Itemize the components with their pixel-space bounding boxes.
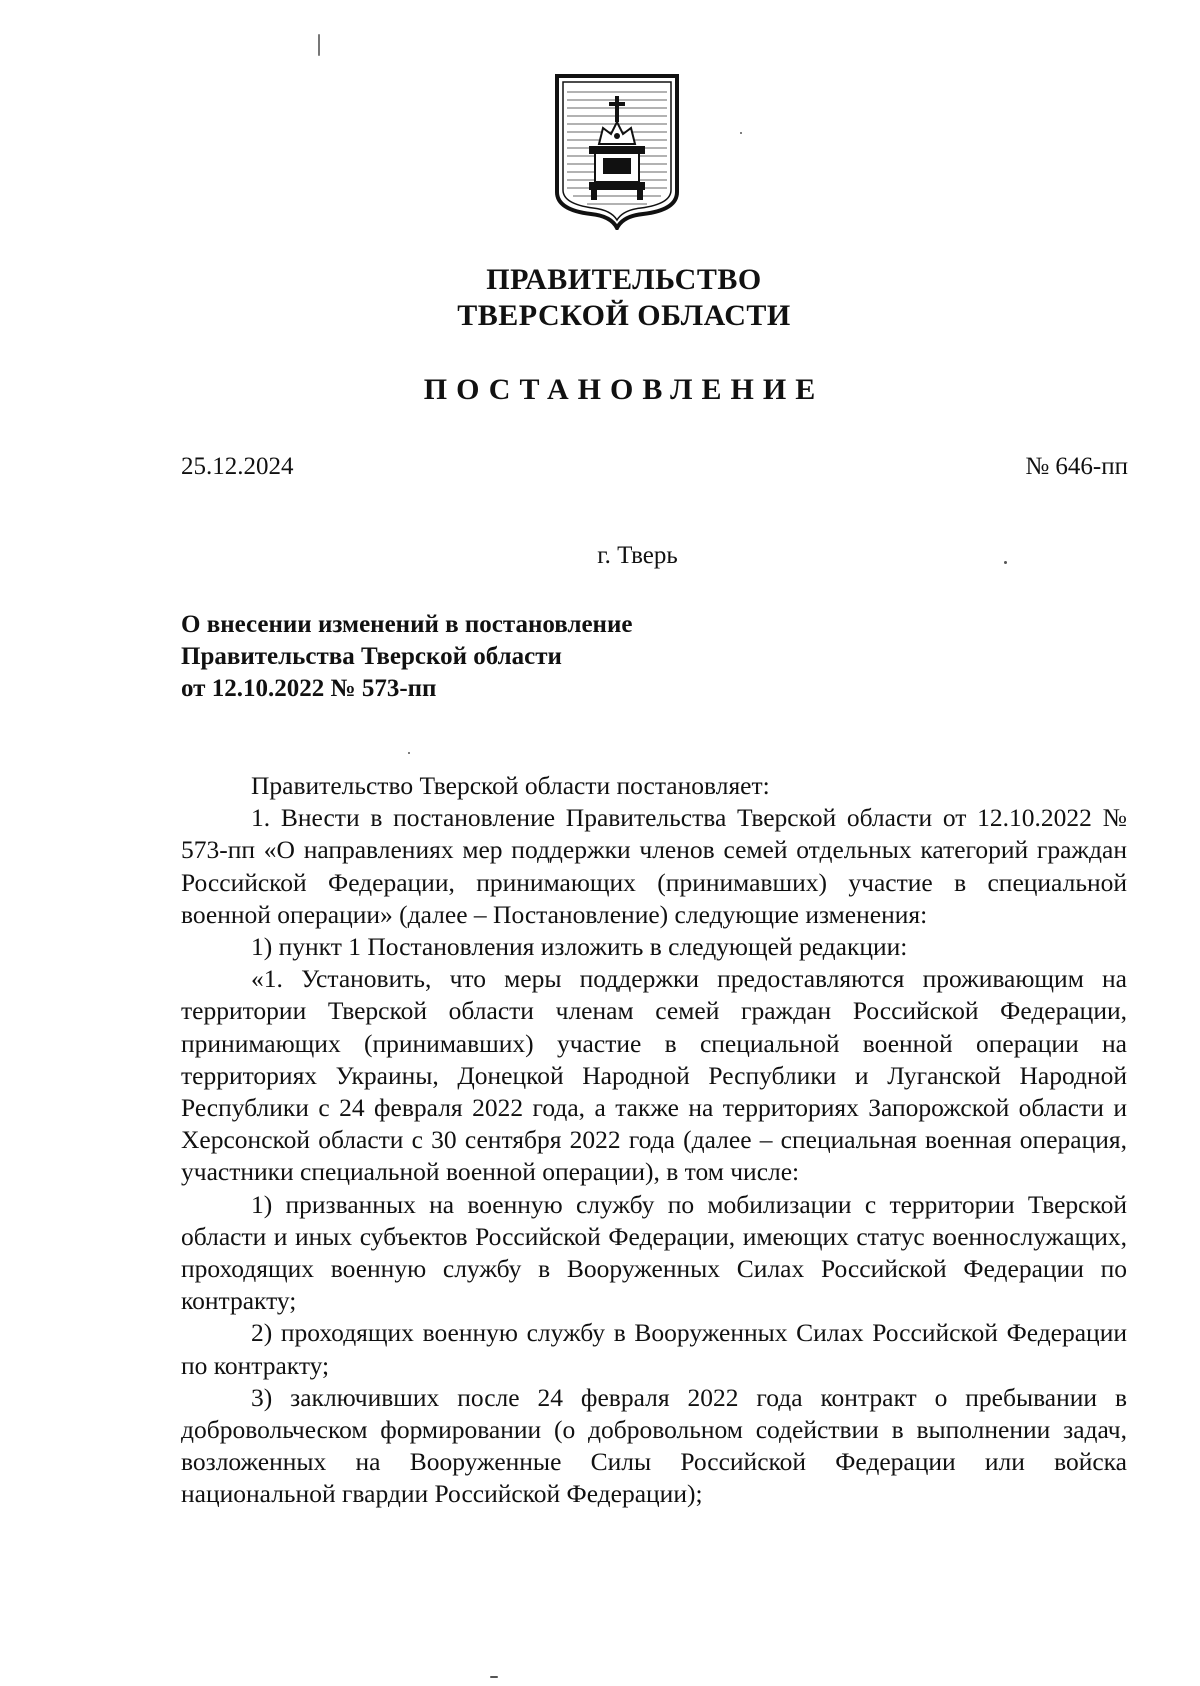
- document-subject: [181, 609, 741, 705]
- document-number: № 646-пп: [1025, 453, 1128, 480]
- document-body: [181, 770, 1127, 1511]
- government-name-line2: ТВЕРСКОЙ ОБЛАСТИ: [457, 299, 791, 332]
- subject-line1: О внесении изменений в постановление: [181, 611, 633, 638]
- document-date: 25.12.2024: [181, 453, 294, 480]
- scan-speck: [740, 132, 742, 134]
- coat-of-arms-icon: [553, 72, 681, 230]
- body-paragraph-category2: 2) проходящих военную службу в Вооруженных Силах Российской Федерации по контракту;: [181, 1318, 1127, 1380]
- document-city: г. Тверь: [597, 542, 678, 569]
- scan-speck: [490, 1676, 498, 1678]
- scan-speck: [1004, 561, 1007, 564]
- body-paragraph-category3: 3) заключивших после 24 февраля 2022 года контракт о пребывании в добровольческом формировании (о добровольном содействии в выполнении задач, возложенных на Вооруженные Силы Российской Федерации или войска национальной гвардии Российской Федерации);: [181, 1382, 1127, 1509]
- body-paragraph-item1: 1. Внести в постановление Правительства Тверской области от 12.10.2022 № 573-пп «О направлениях мер поддержки членов семей отдельных категорий граждан Российской Федерации, принимающих (принимавших) участие в специальной военной операции» (далее – Постановление) следующие изменения:: [181, 803, 1127, 929]
- body-paragraph-quoted-item1: «1. Установить, что меры поддержки предоставляются проживающим на территории Тверской области членам семей граждан Российской Федерации, принимающих (принимавших) участие в специальной военной операции на территориях Украины, Донецкой Народной Республики и Луганской Народной Республики с 24 февраля 2022 года, а также на территориях Запорожской области и Херсонской области с 30 сентября 2022 года (далее – специальная военная операция, участники специальной военной операции), в том числе:: [181, 964, 1127, 1187]
- scan-speck: [408, 752, 410, 754]
- scan-speck: [318, 34, 320, 56]
- subject-line3: от 12.10.2022 № 573-пп: [181, 675, 437, 702]
- government-name-line1: ПРАВИТЕЛЬСТВО: [486, 263, 762, 296]
- body-paragraph-category1: 1) призванных на военную службу по мобилизации с территории Тверской области и иных субъектов Российской Федерации, имеющих статус военнослужащих, проходящих военную службу в Вооруженных Силах Российской Федерации по контракту;: [181, 1189, 1127, 1316]
- document-type-heading: ПОСТАНОВЛЕНИЕ: [423, 373, 825, 406]
- body-paragraph-intro: Правительство Тверской области постановляет:: [251, 771, 770, 800]
- subject-line2: Правительства Тверской области: [181, 643, 562, 670]
- body-paragraph-subitem1: 1) пункт 1 Постановления изложить в следующей редакции:: [251, 932, 908, 962]
